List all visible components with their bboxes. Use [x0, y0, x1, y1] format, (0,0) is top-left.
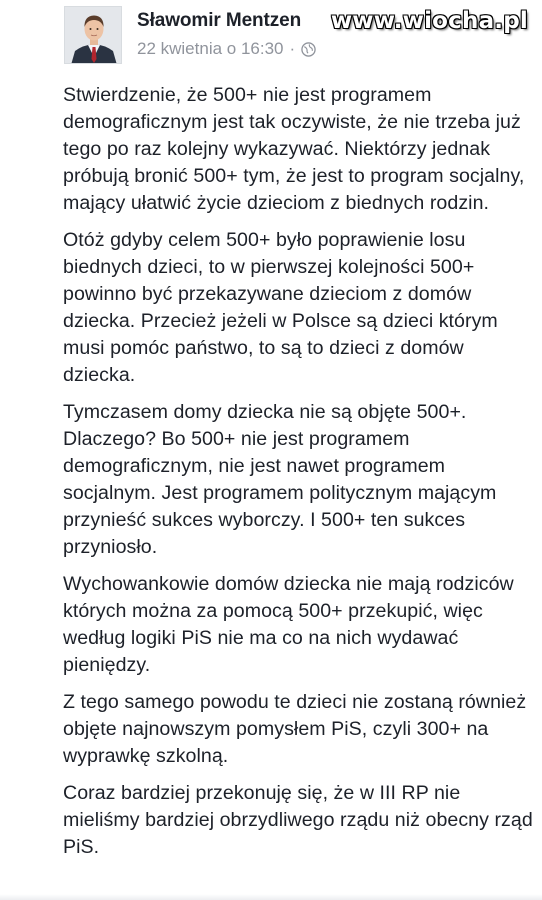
post-timestamp[interactable]: 22 kwietnia o 16:30 [137, 39, 284, 58]
author-name[interactable]: Sławomir Mentzen [137, 10, 302, 31]
watermark-logo: www.wiocha.pl [330, 8, 528, 34]
post-meta [137, 39, 316, 59]
post-paragraph: Wychowankowie domów dziecka nie mają rodziców których można za pomocą 500+ przekupić, więc według logiki PiS nie ma co na nich wydawać pieniędzy. [63, 573, 514, 676]
globe-icon[interactable] [301, 42, 316, 57]
post-paragraph: Otóż gdyby celem 500+ było poprawienie losu biednych dzieci, to w pierwszej kolejności 500+ powinno być przekazywane dzieciom z domów dziecka. Przecież jeżeli w Polsce są dzieci którym musi pomóc państwo, to są to dzieci z domów dziecka. [63, 229, 498, 386]
post-body [63, 82, 533, 861]
post-paragraph: Tymczasem domy dziecka nie są objęte 500+. Dlaczego? Bo 500+ nie jest programem demograficznym, nie jest nawet programem socjalnym. Jest programem politycznym mającym przynieść sukces wyborczy. I 500+ ten sukces przyniosło. [63, 401, 497, 558]
post-paragraph: Stwierdzenie, że 500+ nie jest programem demograficznym jest tak oczywiste, że nie trzeba już tego po raz kolejny wykazywać. Niektórzy jednak próbują bronić 500+ tym, że jest to program socjalny, mający ułatwić życie dzieciom z biednych rodzin. [63, 84, 525, 214]
post-paragraph: Z tego samego powodu te dzieci nie zostaną również objęte najnowszym pomysłem PiS, czyli 300+ na wyprawkę szkolną. [63, 691, 527, 767]
post-bottom-divider [0, 894, 542, 900]
post-paragraph: Coraz bardziej przekonuję się, że w III RP nie mieliśmy bardziej obrzydliwego rządu niż obecny rząd PiS. [63, 782, 533, 858]
avatar-portrait-icon [65, 7, 122, 64]
author-avatar[interactable] [64, 6, 122, 64]
meta-separator: · [289, 39, 296, 58]
post-header [0, 0, 542, 70]
